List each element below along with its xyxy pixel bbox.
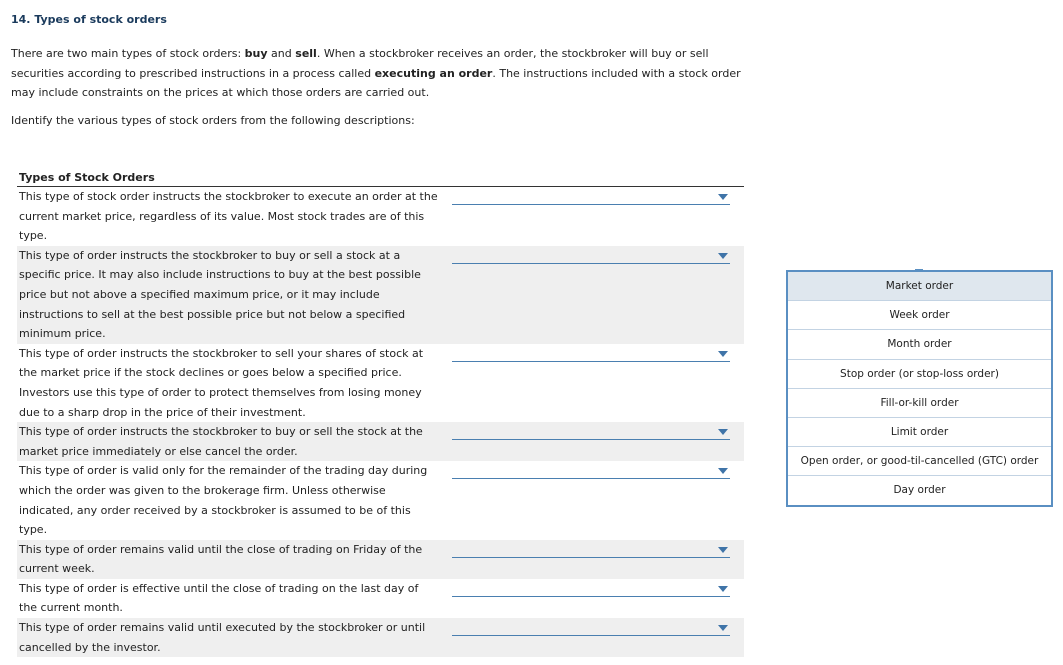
table-row	[17, 344, 744, 422]
table-row	[17, 422, 744, 461]
table-row	[17, 246, 744, 344]
chevron-down-icon[interactable]	[718, 429, 728, 435]
table-row	[17, 618, 744, 657]
dropdown-options-panel	[786, 270, 1053, 507]
stock-orders-table	[17, 170, 744, 657]
chevron-down-icon[interactable]	[718, 468, 728, 474]
term-sell: sell	[295, 47, 317, 60]
answer-dropdown[interactable]	[452, 540, 730, 558]
row-description: This type of order instructs the stockbroker to buy or sell the stock at the market price immediately or else cancel the order.	[19, 425, 423, 458]
chevron-down-icon[interactable]	[718, 351, 728, 357]
answer-dropdown[interactable]	[452, 461, 730, 479]
option-stop-order[interactable]: Stop order (or stop-loss order)	[788, 360, 1051, 389]
intro-paragraph: There are two main types of stock orders: buy and sell. When a stockbroker receives an order, the stockbroker will buy or sell securities according to prescribed instructions in a process called executing an order. The instructions included with a stock order may include constraints on the prices at which those orders are carried out.	[11, 47, 741, 99]
option-market-order[interactable]: Market order	[788, 272, 1051, 301]
panel-edge-tick	[1051, 310, 1053, 320]
option-week-order[interactable]: Week order	[788, 301, 1051, 330]
instruction-text: Identify the various types of stock orders from the following descriptions:	[11, 114, 415, 127]
term-executing-an-order: executing an order	[374, 66, 493, 80]
panel-edge-tick	[1051, 480, 1053, 490]
answer-dropdown[interactable]	[452, 579, 730, 597]
table-row	[17, 461, 744, 539]
answer-dropdown[interactable]	[452, 246, 730, 264]
answer-dropdown[interactable]	[452, 344, 730, 362]
table-row	[17, 540, 744, 579]
table-row	[17, 187, 744, 246]
option-fill-or-kill-order[interactable]: Fill-or-kill order	[788, 389, 1051, 418]
answer-dropdown[interactable]	[452, 422, 730, 440]
chevron-down-icon[interactable]	[718, 586, 728, 592]
row-description: This type of order instructs the stockbroker to sell your shares of stock at the market price if the stock declines or goes below a specified price. Investors use this type of order to protect themselves from losing money due to a sharp drop in the price of their investment.	[19, 346, 424, 419]
table-row	[17, 579, 744, 618]
row-description: This type of order is effective until the close of trading on the last day of the current month.	[19, 581, 419, 615]
option-day-order[interactable]: Day order	[893, 484, 946, 497]
chevron-down-icon[interactable]	[718, 253, 728, 259]
option-limit-order[interactable]: Limit order	[788, 418, 1051, 447]
row-description: This type of order is valid only for the remainder of the trading day during which the order was given to the brokerage firm. Unless otherwise indicated, any order received by a stockbroker is assumed to be of this type.	[19, 464, 428, 537]
panel-edge-tick	[1051, 405, 1053, 415]
option-open-gtc-order[interactable]: Open order, or good-til-cancelled (GTC) order	[788, 447, 1051, 476]
chevron-down-icon[interactable]	[718, 194, 728, 200]
question-title: 14. Types of stock orders	[11, 13, 167, 26]
row-description: This type of order remains valid until executed by the stockbroker or until cancelled by the investor.	[19, 621, 426, 654]
chevron-down-icon[interactable]	[718, 625, 728, 631]
option-month-order[interactable]: Month order	[788, 330, 1051, 359]
row-description: This type of stock order instructs the stockbroker to execute an order at the current market price, regardless of its value. Most stock trades are of this type.	[19, 190, 438, 243]
answer-dropdown[interactable]	[452, 187, 730, 205]
row-description: This type of order remains valid until the close of trading on Friday of the current week.	[19, 542, 423, 576]
row-description: This type of order instructs the stockbroker to buy or sell a stock at a specific price. It may also include instructions to buy at the best possible price but not above a specified maximum price, or it may include instructions to sell at the best possible price but not below a specified minimum price.	[19, 248, 421, 341]
chevron-down-icon[interactable]	[718, 547, 728, 553]
term-buy: buy	[244, 47, 268, 60]
table-header: Types of Stock Orders	[17, 170, 744, 187]
answer-dropdown[interactable]	[452, 618, 730, 636]
